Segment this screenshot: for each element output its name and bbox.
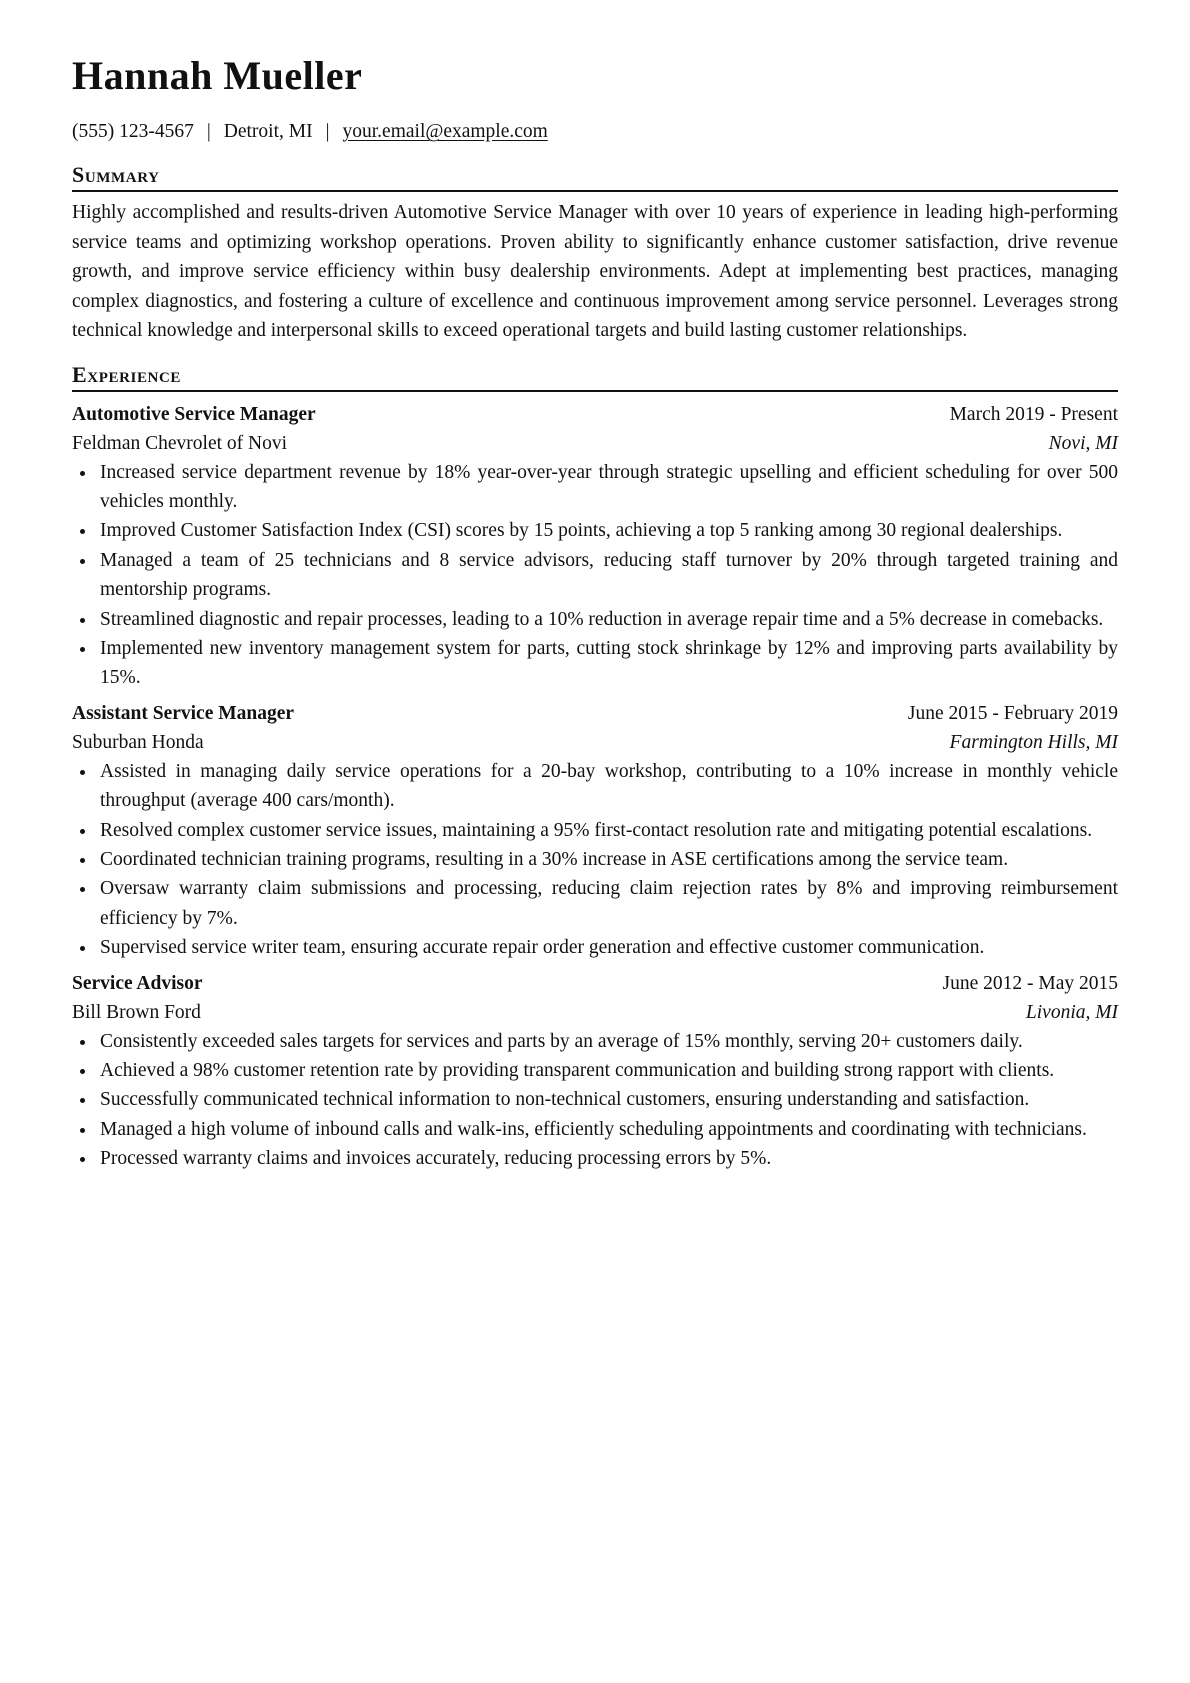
company-name: Bill Brown Ford	[72, 1001, 201, 1023]
company-name: Suburban Honda	[72, 731, 204, 753]
list-item	[72, 634, 1118, 693]
job-location: Livonia, MI	[1025, 1001, 1118, 1023]
bullet-text: Achieved a 98% customer retention rate by providing transparent communication and building strong rapport with clients.	[100, 1060, 1055, 1081]
list-item	[72, 816, 1118, 845]
list-item	[72, 458, 1118, 517]
bullet-text: Coordinated technician training programs, resulting in a 30% increase in ASE certifications among the service team.	[100, 848, 1009, 870]
job-title: Service Advisor	[72, 972, 203, 994]
list-item	[72, 605, 1118, 634]
list-item	[72, 516, 1118, 545]
summary-section	[72, 162, 1118, 346]
bullet-icon	[80, 887, 85, 892]
experience-section	[72, 362, 1118, 1174]
list-item	[72, 874, 1118, 933]
bullet-text: Streamlined diagnostic and repair processes, leading to a 10% reduction in average repair time and a 5% decrease in comebacks.	[100, 608, 1104, 630]
achievement-list	[72, 458, 1118, 693]
bullet-text: Consistently exceeded sales targets for services and parts by an average of 15% monthly, serving 20+ customers daily.	[100, 1030, 1023, 1052]
bullet-text: Successfully communicated technical information to non-technical customers, ensuring understanding and satisfaction.	[100, 1089, 1030, 1111]
bullet-text: Supervised service writer team, ensuring accurate repair order generation and effective customer communication.	[100, 937, 985, 959]
bullet-text: Improved Customer Satisfaction Index (CSI) scores by 15 points, achieving a top 5 ranking among 30 regional dealerships.	[100, 520, 1063, 542]
candidate-name: Hannah Mueller	[72, 53, 363, 98]
list-item	[72, 933, 1118, 962]
bullet-icon	[80, 559, 85, 564]
bullet-icon	[80, 471, 85, 476]
job-entry	[72, 969, 1118, 1174]
bullet-text: Implemented new inventory management system for parts, cutting stock shrinkage by 12% and improving parts availability by 15%.	[100, 637, 1118, 689]
location: Detroit, MI	[223, 121, 313, 142]
job-dates: June 2012 - May 2015	[942, 972, 1118, 994]
list-item	[72, 757, 1118, 816]
bullet-text: Assisted in managing daily service operations for a 20-bay workshop, contributing to a 10% increase in monthly vehicle throughput (average 400 cars/month).	[100, 760, 1118, 812]
list-item	[72, 1144, 1118, 1173]
bullet-icon	[80, 946, 85, 951]
bullet-text: Managed a team of 25 technicians and 8 service advisors, reducing staff turnover by 20% through targeted training and mentorship programs.	[100, 549, 1118, 601]
job-entry	[72, 699, 1118, 963]
bullet-icon	[80, 1098, 85, 1103]
bullet-icon	[80, 1128, 85, 1133]
bullet-text: Processed warranty claims and invoices accurately, reducing processing errors by 5%.	[100, 1148, 772, 1170]
bullet-text: Oversaw warranty claim submissions and processing, reducing claim rejection rates by 8% and improving reimbursement efficiency by 7%.	[100, 878, 1118, 929]
company-name: Feldman Chevrolet of Novi	[72, 432, 288, 454]
bullet-icon	[80, 529, 85, 534]
job-dates: March 2019 - Present	[949, 403, 1118, 425]
bullet-text: Managed a high volume of inbound calls and walk-ins, efficiently scheduling appointments and coordinating with technicians.	[100, 1118, 1087, 1140]
list-item	[72, 1056, 1118, 1085]
summary-text: Highly accomplished and results-driven Automotive Service Manager with over 10 years of experience in leading high-performing service teams and optimizing workshop operations. Proven ability to significantly enhance customer satisfaction, drive revenue growth, and improve service efficiency within busy dealership environments. Adept at implementing best practices, managing complex diagnostics, and fostering a culture of excellence and continuous improvement among service personnel. Leverages strong technical knowledge and interpersonal skills to exceed operational targets and build lasting customer relationships.	[72, 202, 1118, 341]
bullet-icon	[80, 858, 85, 863]
bullet-icon	[80, 829, 85, 834]
job-title: Assistant Service Manager	[72, 702, 295, 724]
bullet-text: Resolved complex customer service issues, maintaining a 95% first-contact resolution rate and mitigating potential escalations.	[100, 819, 1093, 841]
achievement-list	[72, 757, 1118, 963]
bullet-icon	[80, 647, 85, 652]
email-link[interactable]: your.email@example.com	[342, 121, 548, 142]
bullet-icon	[80, 770, 85, 775]
resume-page	[72, 53, 1118, 1174]
phone-number: (555) 123-4567	[72, 121, 194, 142]
list-item	[72, 546, 1118, 605]
contact-separator: |	[325, 121, 330, 142]
bullet-icon	[80, 1157, 85, 1162]
bullet-icon	[80, 618, 85, 623]
job-location: Novi, MI	[1048, 432, 1118, 454]
job-title: Automotive Service Manager	[72, 403, 316, 425]
summary-heading: Summary	[72, 162, 1118, 192]
contact-separator: |	[206, 121, 211, 142]
bullet-icon	[80, 1040, 85, 1045]
job-location: Farmington Hills, MI	[949, 731, 1118, 753]
achievement-list	[72, 1027, 1118, 1174]
list-item	[72, 1027, 1118, 1056]
contact-line	[72, 120, 1118, 144]
job-dates: June 2015 - February 2019	[907, 702, 1118, 724]
list-item	[72, 1115, 1118, 1144]
job-entry	[72, 400, 1118, 693]
list-item	[72, 845, 1118, 874]
list-item	[72, 1085, 1118, 1114]
experience-heading: Experience	[72, 362, 1118, 392]
bullet-icon	[80, 1069, 85, 1074]
bullet-text: Increased service department revenue by 18% year-over-year through strategic upselling and efficient scheduling for over 500 vehicles monthly.	[100, 461, 1118, 512]
